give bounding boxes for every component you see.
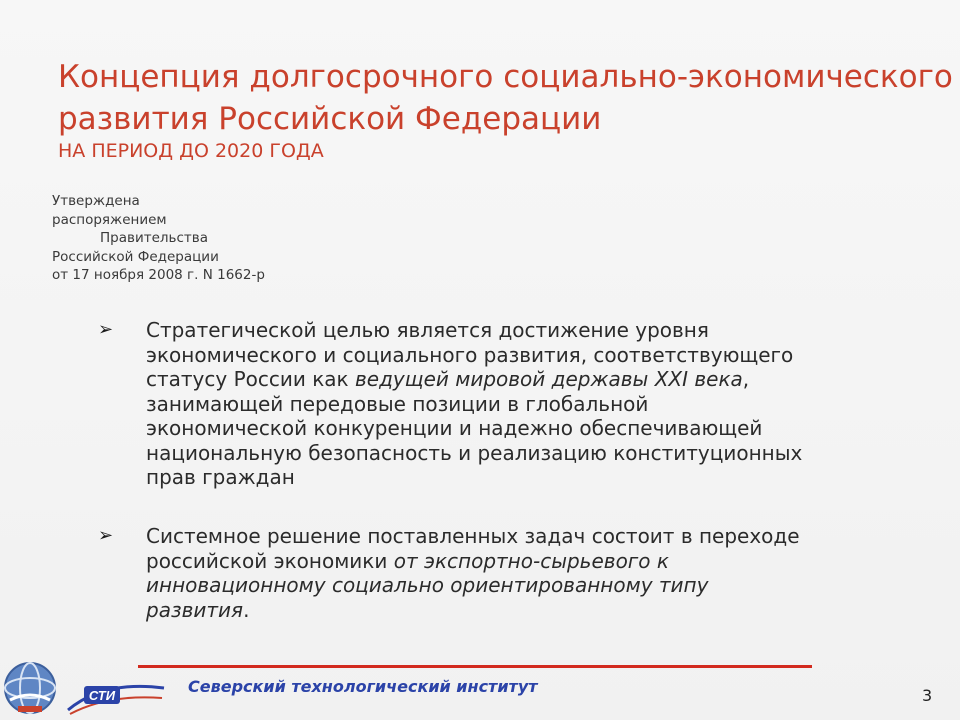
- bullet-line: национальную безопасность и реализацию конституционных: [146, 440, 803, 465]
- approval-line-3: Правительства: [100, 230, 208, 246]
- approval-line-2: распоряжением: [52, 211, 167, 228]
- footer-divider: [138, 665, 812, 668]
- bullet-line-part: ,: [742, 367, 750, 391]
- bullet-emphasis: развития: [146, 597, 244, 622]
- arrow-bullet-icon: ➢: [98, 319, 114, 340]
- page-number: 3: [922, 686, 933, 705]
- bullet-line: [146, 598, 866, 623]
- title-line-1: Концепция долгосрочного социально-экономического: [58, 59, 953, 95]
- bullet-line: занимающей передовые позиции в глобальной: [146, 391, 649, 416]
- sti-logo-text: СТИ: [88, 688, 116, 703]
- bullet-line: прав граждан: [146, 465, 295, 489]
- bullet-line: [146, 549, 866, 574]
- approval-line-5: от 17 ноября 2008 г. N 1662-р: [52, 267, 265, 283]
- bullet-emphasis: от экспортно-сырьевого к: [393, 548, 669, 573]
- bullet-line: [146, 367, 866, 392]
- approval-line-4: Российской Федерации: [52, 248, 219, 265]
- bullet-line: экономической конкуренции и надежно обеспечивающей: [146, 416, 763, 440]
- institute-name: Северский технологический институт: [188, 677, 538, 696]
- bullet-line: Системное решение поставленных задач состоит в переходе: [146, 524, 800, 548]
- bullet-line-part: .: [243, 597, 250, 622]
- bullet-line: экономического и социального развития, соответствующего: [146, 342, 794, 367]
- slide-subtitle: НА ПЕРИОД ДО 2020 ГОДА: [58, 140, 324, 162]
- arrow-bullet-icon: ➢: [98, 525, 114, 546]
- bullet-text: [146, 524, 866, 622]
- approval-line-1: Утверждена: [52, 193, 140, 209]
- bullet-line: Стратегической целью является достижение уровня: [146, 318, 709, 342]
- globe-logo-icon: [2, 660, 58, 716]
- approval-note: [52, 192, 265, 285]
- bullet-emphasis: инновационному социально ориентированному типу: [146, 573, 709, 597]
- bullet-text: [146, 318, 866, 490]
- bullet-line-part: статусу России как: [146, 367, 355, 391]
- slide-title: [58, 56, 953, 140]
- bullet-emphasis: ведущей мировой державы XXI века: [355, 367, 743, 391]
- title-line-2: развития Российской Федерации: [58, 101, 602, 137]
- sti-logo-icon: [64, 676, 168, 718]
- bullet-line-part: российской экономики: [146, 548, 394, 573]
